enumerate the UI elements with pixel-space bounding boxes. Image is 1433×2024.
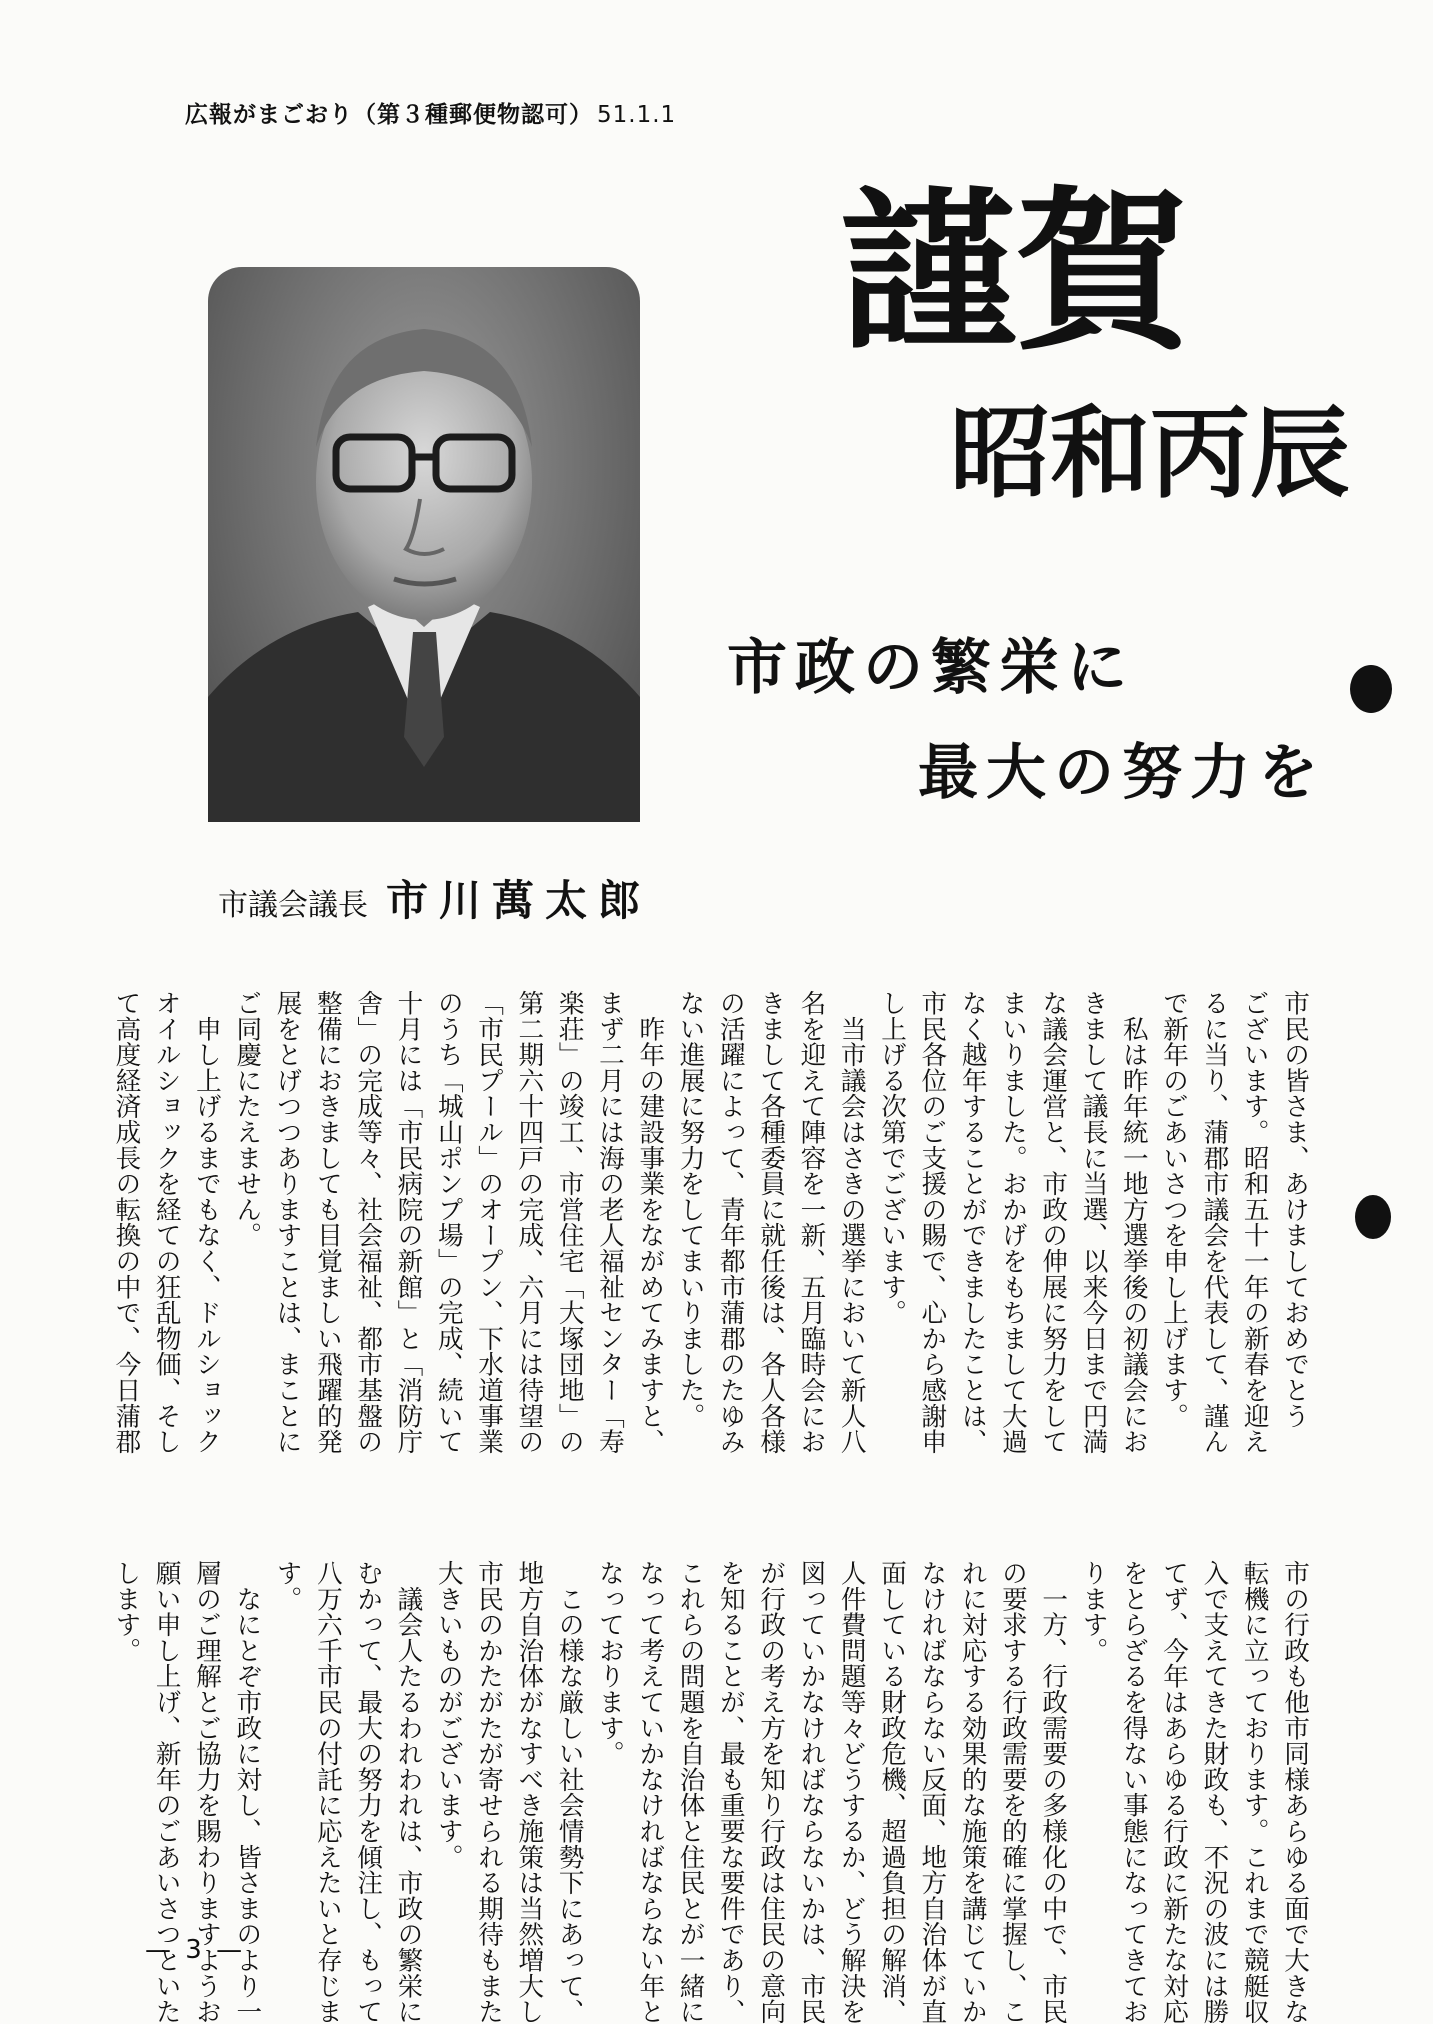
author-name: 市川萬太郎	[386, 876, 652, 925]
headline-line-2: 最大の努力を	[918, 738, 1326, 808]
publication-date: 51.1.1	[597, 102, 677, 128]
publication-header	[185, 96, 676, 129]
calligraphy-year: 昭和丙辰	[950, 394, 1350, 512]
author-title: 市議会議長	[218, 888, 368, 923]
portrait-illustration	[208, 267, 640, 822]
calligraphy-greeting: 謹賀	[840, 170, 1190, 375]
bullet-dot	[1350, 665, 1392, 713]
author-byline	[218, 868, 651, 928]
publication-name: 広報がまごおり（第３種郵便物認可）	[185, 102, 593, 128]
article-body-lower: 市の行政も他市同様あらゆる面で大きな 転機に立っております。これまで競艇収 入で支えてきた財政も、不況の波には勝 てず、今年はあらゆる行政に新たな対応 をとらざるを得ない事態になってきてお ります。 一方、行政需要の多様化の中で、市民 の要求する行政需要を的確に掌握し、こ れに対応する効果的な施策を講じていか なければならない反面、地方自治体が直 面している財政危機、超過負担の解消、 人件費問題等々どうするか、どう解決を 図っていかなければならないかは、市民 が行政の考え方を知り行政は住民の意向 を知ることが、最も重要な要件であり、 これらの問題を自治体と住民とが一緒に なって考えていかなければならない年と なっております。 この様な厳しい社会情勢下にあって、 地方自治体がなすべき施策は当然増大し 市民のかたがたが寄せられる期待もまた 大きいものがございます。 議会人たるわれわれは、市政の繁栄に むかって、最大の努力を傾注し、もって 八万六千市民の付託に応えたいと存じま す。 なにとぞ市政に対し、皆さまのより一 層のご理解とご協力を賜わりますようお 願い申し上げ、新年のごあいさつといた します。	[111, 1560, 1310, 2024]
new-year-calligraphy	[830, 158, 1370, 518]
page-number: — 3 —	[145, 1935, 246, 1965]
bullet-dot-lower	[1355, 1195, 1391, 1239]
headline-line-1: 市政の繁栄に	[727, 633, 1135, 703]
chairman-portrait-photo	[208, 267, 640, 822]
calligraphy-artwork	[830, 158, 1370, 518]
article-body-upper: 市民の皆さま、あけましておめでとう ございます。昭和五十一年の新春を迎え るに当り、蒲郡市議会を代表して、謹ん で新年のごあいさつを申し上げます。 私は昨年統一地方選挙後の初議会にお きまして議長に当選、以来今日まで円満 な議会運営と、市政の伸展に努力をして まいりました。おかげをもちまして大過 なく越年することができましたことは、 市民各位のご支援の賜で、心から感謝申 し上げる次第でございます。 当市議会はさきの選挙において新人八 名を迎えて陣容を一新、五月臨時会にお きまして各種委員に就任後は、各人各様 の活躍によって、青年都市蒲郡のたゆみ ない進展に努力をしてまいりました。 昨年の建設事業をながめてみますと、 まず二月には海の老人福祉センター「寿 楽荘」の竣工、市営住宅「大塚団地」の 第二期六十四戸の完成、六月には待望の 「市民プール」のオープン、下水道事業 のうち「城山ポンプ場」の完成、続いて 十月には「市民病院の新館」と「消防庁 舎」の完成等々、社会福祉、都市基盤の 整備におきましても目覚ましい飛躍的発 展をとげつつありますことは、まことに ご同慶にたえません。 申し上げるまでもなく、ドルショック オイルショックを経ての狂乱物価、そし て高度経済成長の転換の中で、今日蒲郡	[111, 990, 1310, 1455]
